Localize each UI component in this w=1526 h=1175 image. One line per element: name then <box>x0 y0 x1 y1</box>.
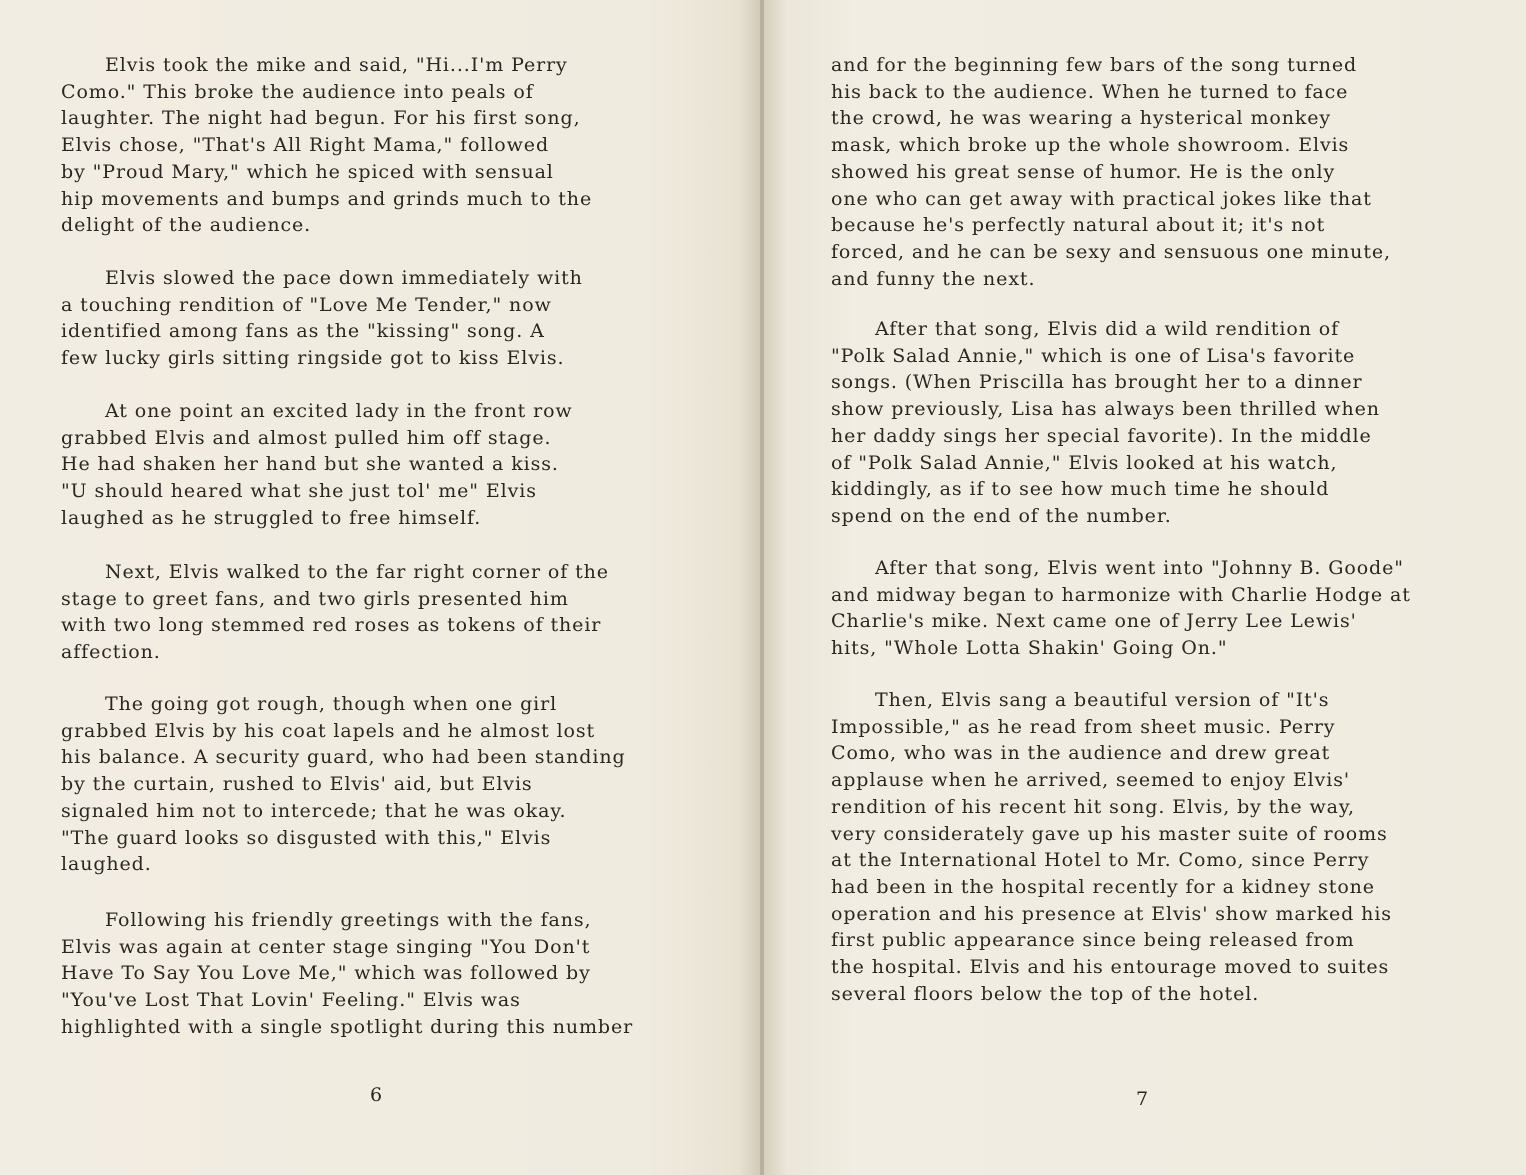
text-line: hits, "Whole Lotta Shakin' Going On." <box>831 637 1228 660</box>
text-line: several floors below the top of the hotel. <box>831 982 1260 1005</box>
text-line: Charlie's mike. Next came one of Jerry Lee Lewis' <box>831 610 1357 633</box>
text-line: and for the beginning few bars of the song turned <box>831 54 1358 76</box>
text-line: his back to the audience. When he turned to face <box>831 80 1349 103</box>
text-line: one who can get away with practical jokes like that <box>831 187 1372 210</box>
right-page <box>764 0 1526 1175</box>
text-line: After that song, Elvis went into "Johnny B. Goode" <box>875 557 1404 579</box>
text-line: "Polk Salad Annie," which is one of Lisa's favorite <box>831 344 1356 367</box>
text-line: affection. <box>61 641 161 664</box>
text-line: applause when he arrived, seemed to enjoy Elvis' <box>831 769 1350 792</box>
text-line: rendition of his recent hit song. Elvis, by the way, <box>831 795 1355 818</box>
left-paragraph-2 <box>61 265 583 372</box>
text-line: Como." This broke the audience into peals of <box>61 80 534 103</box>
page-number-right: 7 <box>1136 1088 1149 1110</box>
text-line: had been in the hospital recently for a kidney stone <box>831 875 1375 898</box>
text-line: the hospital. Elvis and his entourage moved to suites <box>831 956 1390 979</box>
text-line: show previously, Lisa has always been thrilled when <box>831 398 1380 421</box>
text-line: and midway began to harmonize with Charlie Hodge at <box>831 583 1411 606</box>
text-line: kiddingly, as if to see how much time he should <box>831 478 1330 501</box>
text-line: Elvis was again at center stage singing "You Don't <box>61 935 591 958</box>
text-line: laughter. The night had begun. For his first song, <box>61 107 581 130</box>
right-paragraph-4 <box>831 687 1392 1007</box>
text-line: Como, who was in the audience and drew great <box>831 742 1331 765</box>
text-line: spend on the end of the number. <box>831 504 1172 527</box>
text-line: grabbed Elvis and almost pulled him off stage. <box>61 426 552 449</box>
text-line: operation and his presence at Elvis' show marked his <box>831 902 1392 925</box>
text-line: and funny the next. <box>831 267 1036 290</box>
text-line: at the International Hotel to Mr. Como, since Perry <box>831 849 1370 872</box>
text-line: of "Polk Salad Annie," Elvis looked at his watch, <box>831 451 1338 474</box>
text-line: identified among fans as the "kissing" song. A <box>61 320 545 343</box>
text-line: "The guard looks so disgusted with this," Elvis <box>61 826 552 849</box>
text-line: the crowd, he was wearing a hysterical monkey <box>831 107 1332 130</box>
right-paragraph-1 <box>831 52 1391 292</box>
left-paragraph-6 <box>61 907 633 1041</box>
text-line: mask, which broke up the whole showroom. Elvis <box>831 134 1350 157</box>
text-line: highlighted with a single spotlight during this number <box>61 1015 634 1038</box>
right-paragraph-2 <box>831 316 1380 530</box>
text-line: signaled him not to intercede; that he was okay. <box>61 799 567 822</box>
left-page <box>0 0 762 1175</box>
text-line: a touching rendition of "Love Me Tender," now <box>61 293 552 316</box>
text-line: first public appearance since being released from <box>831 929 1355 952</box>
text-line: "You've Lost That Lovin' Feeling." Elvis was <box>61 989 521 1012</box>
text-line: delight of the audience. <box>61 214 312 237</box>
text-line: He had shaken her hand but she wanted a kiss. <box>61 453 559 476</box>
text-line: his balance. A security guard, who had been standing <box>61 746 626 769</box>
text-line: hip movements and bumps and grinds much to the <box>61 187 593 210</box>
text-line: grabbed Elvis by his coat lapels and he almost lost <box>61 719 596 742</box>
text-line: few lucky girls sitting ringside got to kiss Elvis. <box>61 347 565 370</box>
text-line: After that song, Elvis did a wild rendition of <box>875 318 1340 340</box>
text-line: her daddy sings her special favorite). In the middle <box>831 424 1372 447</box>
text-line: Elvis took the mike and said, "Hi...I'm Perry <box>105 54 568 76</box>
text-line: very considerately gave up his master suite of rooms <box>831 822 1388 845</box>
left-paragraph-1 <box>61 52 592 239</box>
left-paragraph-5 <box>61 691 626 878</box>
text-line: because he's perfectly natural about it; it's not <box>831 214 1326 237</box>
text-line: Impossible," as he read from sheet music. Perry <box>831 715 1336 738</box>
text-line: Elvis slowed the pace down immediately with <box>105 267 583 289</box>
text-line: songs. (When Priscilla has brought her to a dinner <box>831 371 1363 394</box>
left-paragraph-3 <box>61 398 573 532</box>
text-line: "U should heared what she just tol' me" Elvis <box>61 480 537 503</box>
text-line: stage to greet fans, and two girls presented him <box>61 587 569 610</box>
text-line: by "Proud Mary," which he spiced with sensual <box>61 160 554 183</box>
text-line: forced, and he can be sexy and sensuous one minute, <box>831 240 1391 263</box>
text-line: by the curtain, rushed to Elvis' aid, but Elvis <box>61 773 533 796</box>
text-line: Have To Say You Love Me," which was followed by <box>61 962 591 985</box>
text-line: laughed. <box>61 853 152 876</box>
text-line: The going got rough, though when one girl <box>105 693 558 715</box>
text-line: At one point an excited lady in the front row <box>105 400 573 422</box>
text-line: Then, Elvis sang a beautiful version of "It's <box>875 689 1330 711</box>
left-paragraph-4 <box>61 559 609 666</box>
text-line: Following his friendly greetings with the fans, <box>105 909 592 931</box>
text-line: with two long stemmed red roses as tokens of their <box>61 614 602 637</box>
text-line: Next, Elvis walked to the far right corner of the <box>105 561 609 583</box>
text-line: Elvis chose, "That's All Right Mama," followed <box>61 134 550 157</box>
page-number-left: 6 <box>370 1084 383 1106</box>
text-line: laughed as he struggled to free himself. <box>61 506 482 529</box>
right-paragraph-3 <box>831 555 1411 662</box>
text-line: showed his great sense of humor. He is the only <box>831 160 1336 183</box>
